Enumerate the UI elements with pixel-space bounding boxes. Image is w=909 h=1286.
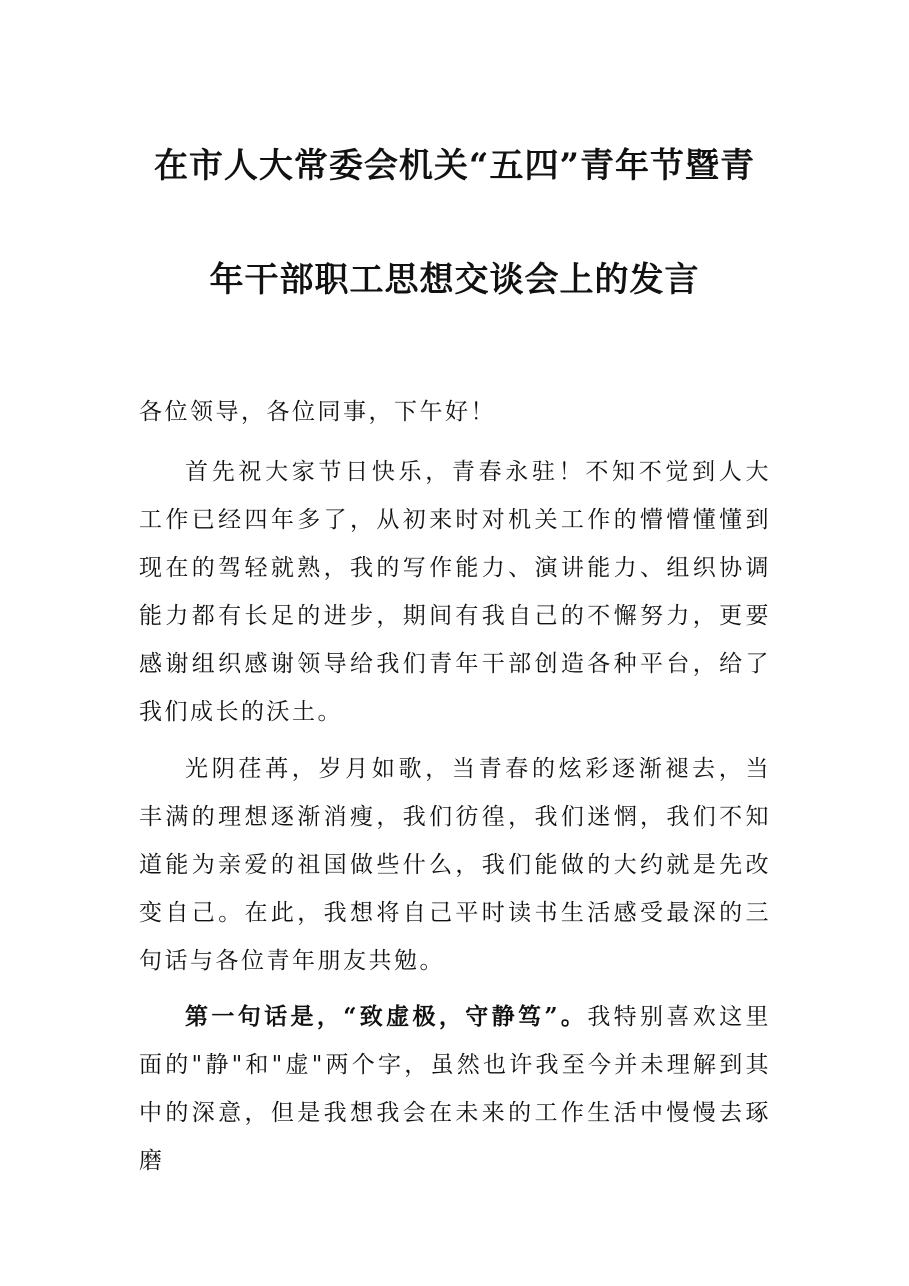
paragraph-1-text: 首先祝大家节日快乐，青春永驻！不知不觉到人大工作已经四年多了，从初来时对机关工作的懵懵懂懂到现在的驾轻就熟，我的写作能力、演讲能力、组织协调能力都有长足的进步，期间有我自己的不懈努力，更要感谢组织感谢领导给我们青年干部创造各种平台，给了我们成长的沃土。 <box>139 459 771 725</box>
document-title-line-1: 在市人大常委会机关“五四”青年节暨青 <box>153 146 756 186</box>
paragraph-1 <box>139 448 771 736</box>
greeting: 各位领导，各位同事，下午好！ <box>139 399 496 425</box>
paragraph-3-body: 我特别喜欢这里面的"静"和"虚"两个字，虽然也许我至今并未理解到其中的深意，但是我想我会在未来的工作生活中慢慢去琢磨 <box>139 1004 772 1174</box>
document-title-line-2: 年干部职工思想交谈会上的发言 <box>209 260 700 300</box>
paragraph-2 <box>139 745 771 985</box>
paragraph-3-lead: 第一句话是，“致虚极，守静笃”。 <box>185 1003 588 1030</box>
paragraph-3-text <box>139 993 771 1185</box>
paragraph-3 <box>139 993 771 1185</box>
paragraph-2-text: 光阴荏苒，岁月如歌，当青春的炫彩逐渐褪去，当丰满的理想逐渐消瘦，我们彷徨，我们迷惘，我们不知道能为亲爱的祖国做些什么，我们能做的大约就是先改变自己。在此，我想将自己平时读书生活感受最深的三句话与各位青年朋友共勉。 <box>139 756 771 974</box>
